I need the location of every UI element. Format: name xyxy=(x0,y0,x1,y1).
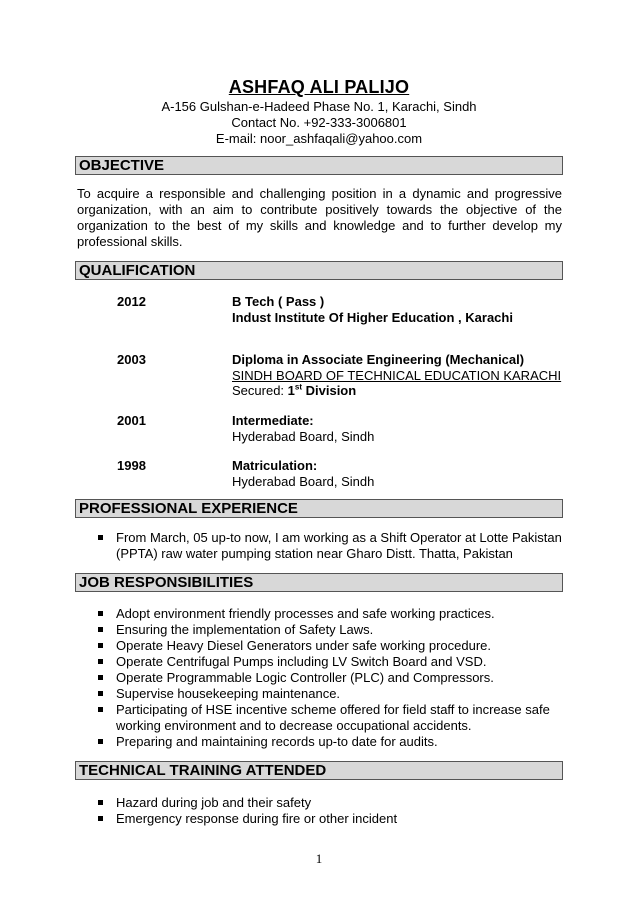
qualification-degree: Matriculation: xyxy=(232,458,318,473)
list-item xyxy=(96,734,566,750)
list-item xyxy=(96,702,566,734)
list-item xyxy=(96,622,566,638)
training-text: Hazard during job and their safety xyxy=(116,795,312,810)
section-responsibilities-heading: JOB RESPONSIBILITIES xyxy=(75,573,563,592)
list-item xyxy=(96,670,566,686)
qualification-degree: B Tech ( Pass ) xyxy=(232,294,325,309)
bullet-square-icon xyxy=(98,691,103,696)
list-item xyxy=(96,654,566,670)
list-item xyxy=(96,795,566,811)
section-objective-heading: OBJECTIVE xyxy=(75,156,563,175)
section-experience-heading: PROFESSIONAL EXPERIENCE xyxy=(75,499,563,518)
responsibilities-list xyxy=(96,606,566,750)
division-label: Division xyxy=(302,383,357,398)
bullet-square-icon xyxy=(98,800,103,805)
list-item xyxy=(96,530,566,562)
division-suffix-sup: st xyxy=(294,382,303,392)
division-number: 1 xyxy=(287,383,295,398)
qualification-degree: Diploma in Associate Engineering (Mechanical) xyxy=(232,352,525,367)
responsibility-text: Supervise housekeeping maintenance. xyxy=(116,686,341,701)
responsibility-text: Adopt environment friendly processes and safe working practices. xyxy=(116,606,495,621)
qualification-year: 2001 xyxy=(117,413,146,428)
bullet-square-icon xyxy=(98,659,103,664)
section-training-heading: TECHNICAL TRAINING ATTENDED xyxy=(75,761,563,780)
address: A-156 Gulshan-e-Hadeed Phase No. 1, Karachi, Sindh xyxy=(161,99,477,114)
objective-text: To acquire a responsible and challenging position in a dynamic and progressive organization, with an aim to contribute positively towards the objective of the organization to the best of my skills and knowledge and to further develop my professional skills. xyxy=(77,186,562,249)
bullet-square-icon xyxy=(98,535,103,540)
experience-list xyxy=(96,530,566,562)
responsibility-text: Participating of HSE incentive scheme offered for field staff to increase safe working environment and to decrease occupational accidents. xyxy=(116,702,550,733)
bullet-square-icon xyxy=(98,675,103,680)
responsibility-text: Operate Heavy Diesel Generators under safe working procedure. xyxy=(116,638,492,653)
bullet-square-icon xyxy=(98,707,103,712)
qualification-institute: Indust Institute Of Higher Education , Karachi xyxy=(232,310,513,325)
qualification-year: 1998 xyxy=(117,458,146,473)
list-item xyxy=(96,811,566,827)
candidate-name: ASHFAQ ALI PALIJO xyxy=(228,77,410,97)
responsibility-text: Preparing and maintaining records up-to date for audits. xyxy=(116,734,438,749)
training-text: Emergency response during fire or other incident xyxy=(116,811,398,826)
bullet-square-icon xyxy=(98,739,103,744)
bullet-square-icon xyxy=(98,627,103,632)
responsibility-text: Operate Centrifugal Pumps including LV Switch Board and VSD. xyxy=(116,654,487,669)
division-prefix: Secured: xyxy=(232,383,288,398)
qualification-year: 2012 xyxy=(117,294,146,309)
responsibility-text: Operate Programmable Logic Controller (PLC) and Compressors. xyxy=(116,670,494,685)
contact-number: Contact No. +92-333-3006801 xyxy=(231,115,407,130)
bullet-square-icon xyxy=(98,643,103,648)
experience-text: From March, 05 up-to now, I am working as a Shift Operator at Lotte Pakistan (PPTA) raw water pumping station near Gharo Distt. Thatta, Pakistan xyxy=(116,530,562,561)
page-number: 1 xyxy=(315,851,323,866)
list-item xyxy=(96,686,566,702)
qualification-institute: Hyderabad Board, Sindh xyxy=(232,474,375,489)
bullet-square-icon xyxy=(98,611,103,616)
responsibility-text: Ensuring the implementation of Safety Laws. xyxy=(116,622,374,637)
qualification-year: 2003 xyxy=(117,352,146,367)
qualification-institute: Hyderabad Board, Sindh xyxy=(232,429,375,444)
qualification-institute: SINDH BOARD OF TECHNICAL EDUCATION KARACHI xyxy=(232,368,562,383)
list-item xyxy=(96,638,566,654)
bullet-square-icon xyxy=(98,816,103,821)
list-item xyxy=(96,606,566,622)
qualification-degree: Intermediate: xyxy=(232,413,314,428)
training-list xyxy=(96,795,566,827)
section-qualification-heading: QUALIFICATION xyxy=(75,261,563,280)
qualification-division xyxy=(232,383,356,398)
email: E-mail: noor_ashfaqali@yahoo.com xyxy=(215,131,423,146)
